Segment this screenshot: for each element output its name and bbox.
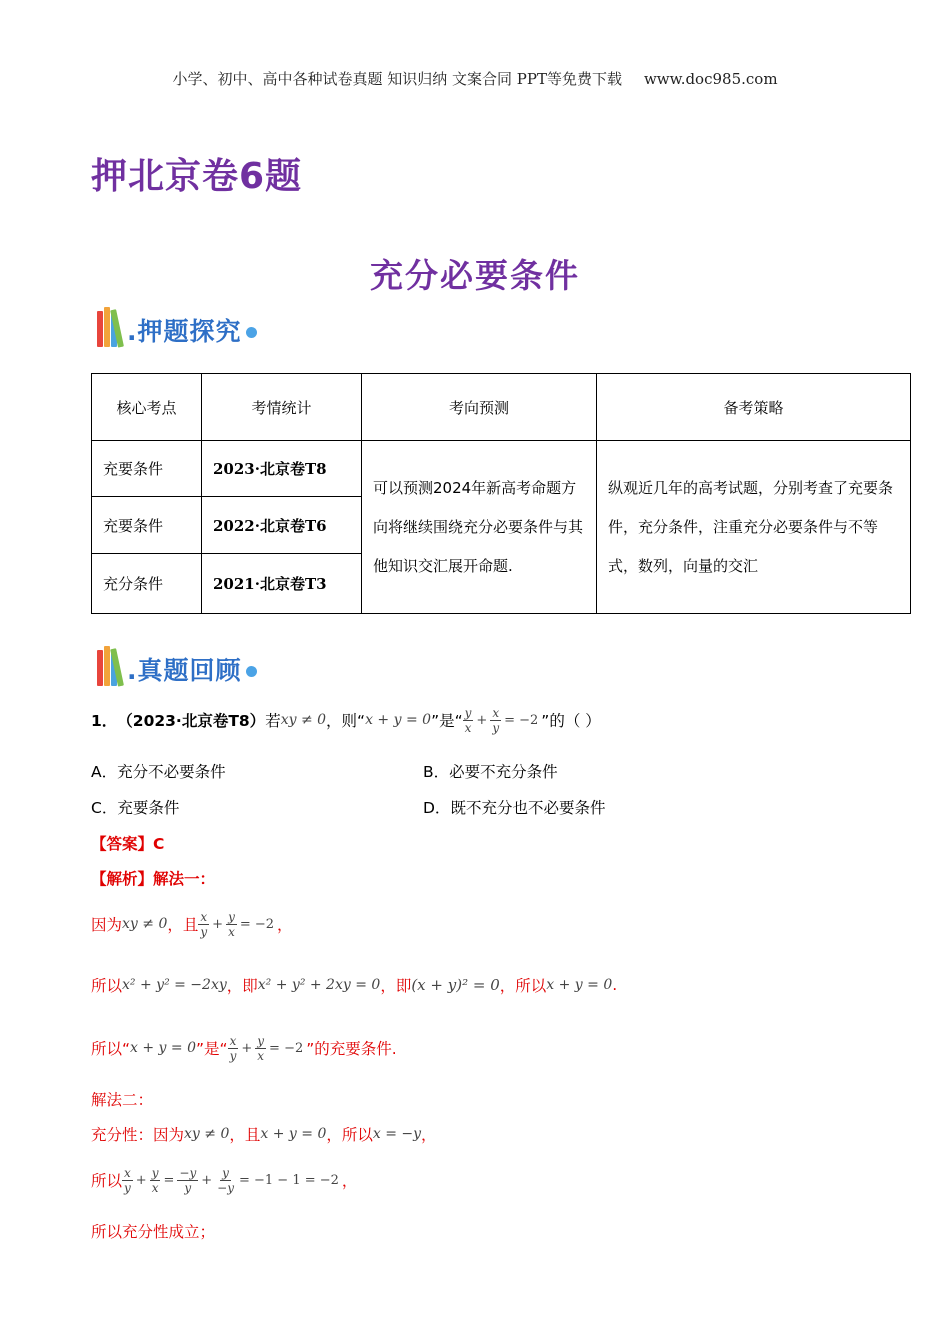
analysis-line: 所以“ x + y = 0 ”是“ $\frac{x}{y}$ + $\frac{y}{x}$ = −2 ”的充要条件.	[91, 1033, 397, 1063]
math-expression: xy ≠ 0	[184, 1126, 230, 1142]
topic-cell: 充分条件	[92, 554, 202, 614]
option-d[interactable]	[423, 796, 605, 818]
math-expression: $\frac{x}{y}$ + $\frac{y}{x}$ = −2	[229, 1033, 304, 1063]
answer-line	[91, 832, 164, 854]
answer-value: C	[153, 835, 165, 853]
topic-cell: 充要条件	[92, 497, 202, 554]
math-expression: x + y = 0	[546, 977, 613, 993]
math-expression: x² + y² = −2xy	[122, 977, 227, 993]
math-expression: xy ≠ 0	[280, 712, 327, 728]
method-label: 解法一：	[153, 870, 216, 888]
math-expression: $\frac{y}{x}$ + $\frac{x}{y}$ = −2	[464, 705, 539, 735]
stat-cell: 2021·北京卷T3	[202, 554, 362, 614]
header-cell: 考情统计	[202, 374, 362, 441]
header-cell: 核心考点	[92, 374, 202, 441]
question-source: （2023·北京卷T8）	[117, 712, 266, 730]
option-b[interactable]	[423, 760, 558, 782]
section-heading-review	[97, 638, 257, 686]
option-text: 既不充分也不必要条件	[450, 799, 606, 817]
section-label: .真题回顾	[127, 656, 242, 685]
math-expression: xy ≠ 0	[122, 916, 168, 932]
question-text: 若	[265, 712, 281, 730]
books-icon	[97, 305, 125, 347]
option-label: A．	[91, 763, 118, 781]
page-header	[0, 68, 950, 89]
topic-cell: 充要条件	[92, 441, 202, 497]
question-text: ”的（ ）	[541, 712, 601, 730]
forecast-cell: 可以预测2024年新高考命题方向将继续围绕充分必要条件与其他知识交汇展开命题.	[362, 441, 597, 614]
analysis-line: 因为 xy ≠ 0 ，且 $\frac{x}{y}$ + $\frac{y}{x}$ = −2 ，	[91, 909, 293, 939]
math-expression: x = −y	[372, 1126, 422, 1142]
method-label: 解法二：	[91, 1091, 154, 1109]
books-icon	[97, 644, 125, 686]
math-expression: x + y = 0	[365, 712, 432, 728]
option-label: D．	[423, 799, 451, 817]
header-url[interactable]: www.doc985.com	[643, 70, 778, 88]
math-expression: (x + y)² = 0	[411, 976, 500, 994]
question-stem	[91, 698, 601, 742]
answer-label: 【答案】	[91, 835, 154, 853]
math-expression: x² + y² + 2xy = 0	[257, 977, 381, 993]
analysis-heading	[91, 867, 215, 889]
question-text: ，则“	[326, 712, 366, 730]
stat-cell: 2022·北京卷T6	[202, 497, 362, 554]
header-cell: 考向预测	[362, 374, 597, 441]
analysis-line: 所以 $\frac{x}{y}$ + $\frac{y}{x}$ = $\frac{-y}{y}$ + $\frac{y}{-y}$ = −1 − 1 = −2 ，	[91, 1165, 358, 1195]
option-c[interactable]	[91, 796, 179, 818]
header-cell: 备考策略	[597, 374, 911, 441]
option-text: 必要不充分条件	[449, 763, 558, 781]
analysis-line: 充分性：因为 xy ≠ 0 ，且 x + y = 0 ，所以 x = −y ，	[91, 1126, 437, 1144]
bullet-dot-icon	[246, 327, 257, 338]
math-expression: $\frac{x}{y}$ + $\frac{y}{x}$ = −2	[200, 909, 275, 939]
option-text: 充分不必要条件	[117, 763, 226, 781]
math-expression: x + y = 0	[130, 1040, 197, 1056]
topic-title: 充分必要条件	[370, 256, 580, 295]
math-expression: x + y = 0	[260, 1126, 327, 1142]
option-text: 充要条件	[117, 799, 180, 817]
analysis-label: 【解析】	[91, 870, 154, 888]
section-label: .押题探究	[127, 317, 242, 346]
math-expression: $\frac{x}{y}$ + $\frac{y}{x}$ = $\frac{-y}{y}$ + $\frac{y}{-y}$ = −1 − 1 = −2	[124, 1165, 339, 1195]
question-number: 1．	[91, 712, 118, 730]
strategy-cell: 纵观近几年的高考试题，分别考查了充要条件，充分条件，注重充分必要条件与不等式，数列，向量的交汇	[597, 441, 911, 614]
exam-analysis-table	[91, 373, 911, 614]
section-heading-predict	[97, 299, 257, 347]
stat-cell: 2023·北京卷T8	[202, 441, 362, 497]
question-text: ”是“	[431, 712, 463, 730]
option-label: C．	[91, 799, 118, 817]
option-label: B．	[423, 763, 450, 781]
document-title: 押北京卷6题	[91, 156, 303, 197]
option-a[interactable]	[91, 760, 226, 782]
bullet-dot-icon	[246, 666, 257, 677]
analysis-line: 所以充分性成立；	[91, 1223, 216, 1241]
analysis-line: 所以 x² + y² = −2xy ，即 x² + y² + 2xy = 0 ，即 (x + y)² = 0 ，所以 x + y = 0 .	[91, 976, 618, 995]
header-text: 小学、初中、高中各种试卷真题 知识归纳 文案合同 PPT等免费下载	[172, 70, 622, 88]
